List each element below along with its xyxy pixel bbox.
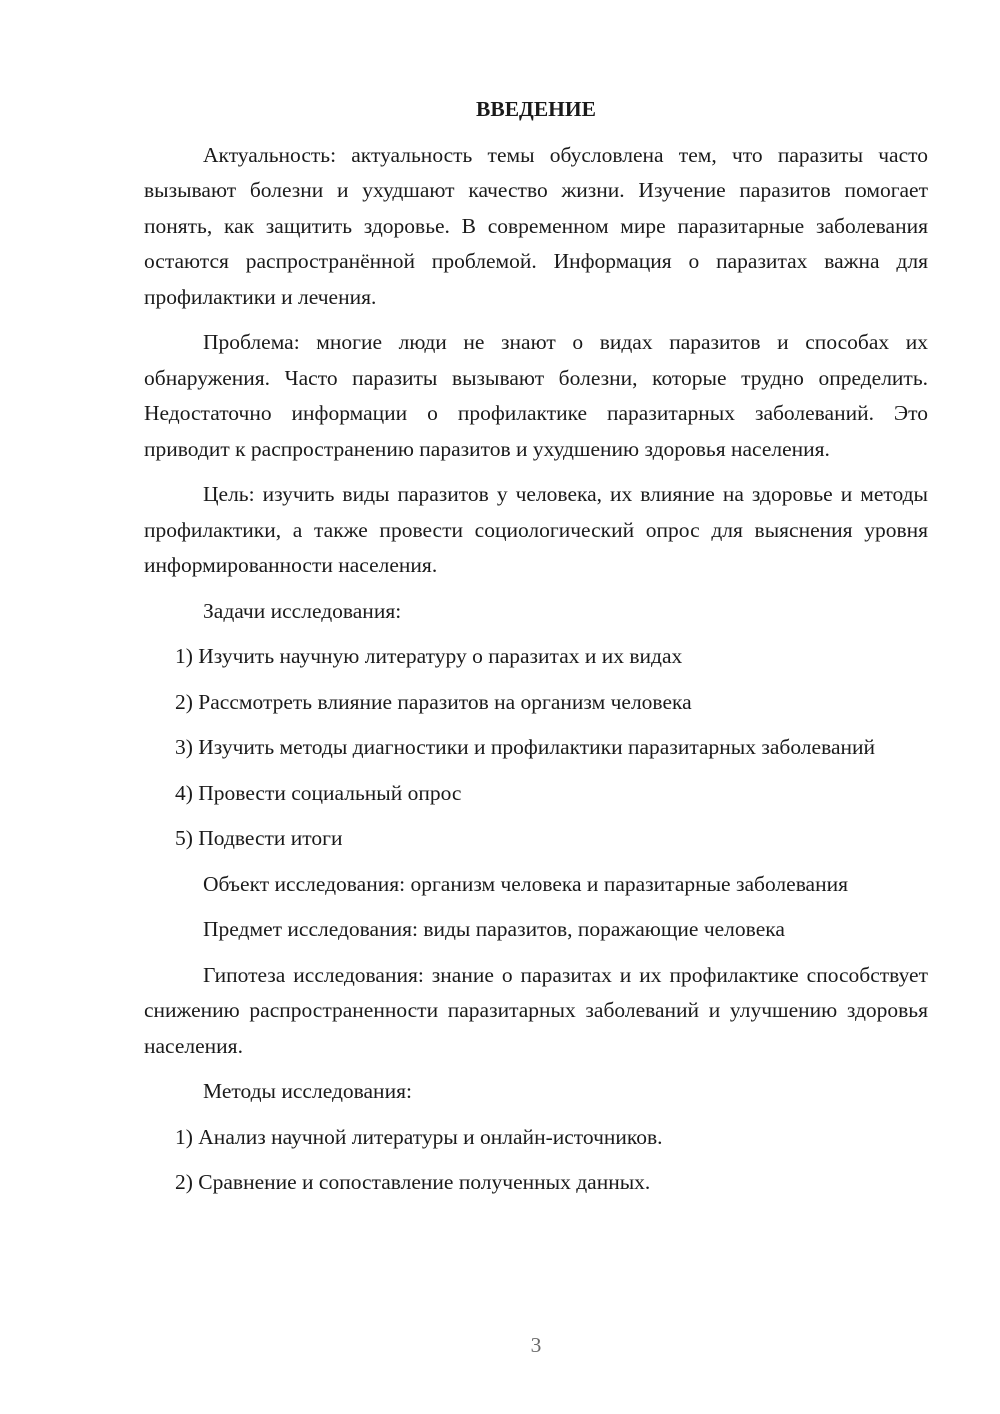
object-paragraph: Объект исследования: организм человека и паразитарные заболевания <box>203 871 848 896</box>
task-item-1: 1) Изучить научную литературу о паразитах и их видах <box>175 644 683 668</box>
task-item-2: 2) Рассмотреть влияние паразитов на организм человека <box>175 689 692 714</box>
task-item-3: 3) Изучить методы диагностики и профилактики паразитарных заболеваний <box>175 735 876 759</box>
task-item-5: 5) Подвести итоги <box>175 826 343 850</box>
method-item-1: 1) Анализ научной литературы и онлайн-источников. <box>175 1124 663 1149</box>
problem-paragraph: Проблема: многие люди не знают о видах паразитов и способах их обнаружения. Часто паразиты вызывают болезни, которые трудно определить. Недостаточно информации о профилактике паразитарных заболеваний. Это приводит к распространению паразитов и ухудшению здоровья населения. <box>144 330 928 461</box>
subject-paragraph: Предмет исследования: виды паразитов, поражающие человека <box>203 917 785 941</box>
relevance-paragraph: Актуальность: актуальность темы обусловлена тем, что паразиты часто вызывают болезни и ухудшают качество жизни. Изучение паразитов помогает понять, как защитить здоровье. В современном мире паразитарные заболевания остаются распространённой проблемой. Информация о паразитах важна для профилактики и лечения. <box>144 142 928 309</box>
document-title: ВВЕДЕНИЕ <box>476 97 596 121</box>
document-page <box>144 92 928 1211</box>
task-item-4: 4) Провести социальный опрос <box>175 780 462 805</box>
page-number: 3 <box>530 1333 542 1357</box>
hypothesis-paragraph: Гипотеза исследования: знание о паразитах и их профилактике способствует снижению распространенности паразитарных заболеваний и улучшению здоровья населения. <box>144 962 928 1058</box>
goal-paragraph: Цель: изучить виды паразитов у человека, их влияние на здоровье и методы профилактики, а также провести социологический опрос для выяснения уровня информированности населения. <box>144 482 928 577</box>
method-item-2: 2) Сравнение и сопоставление полученных данных. <box>175 1170 651 1194</box>
tasks-heading: Задачи исследования: <box>203 598 402 623</box>
methods-heading: Методы исследования: <box>203 1079 412 1103</box>
